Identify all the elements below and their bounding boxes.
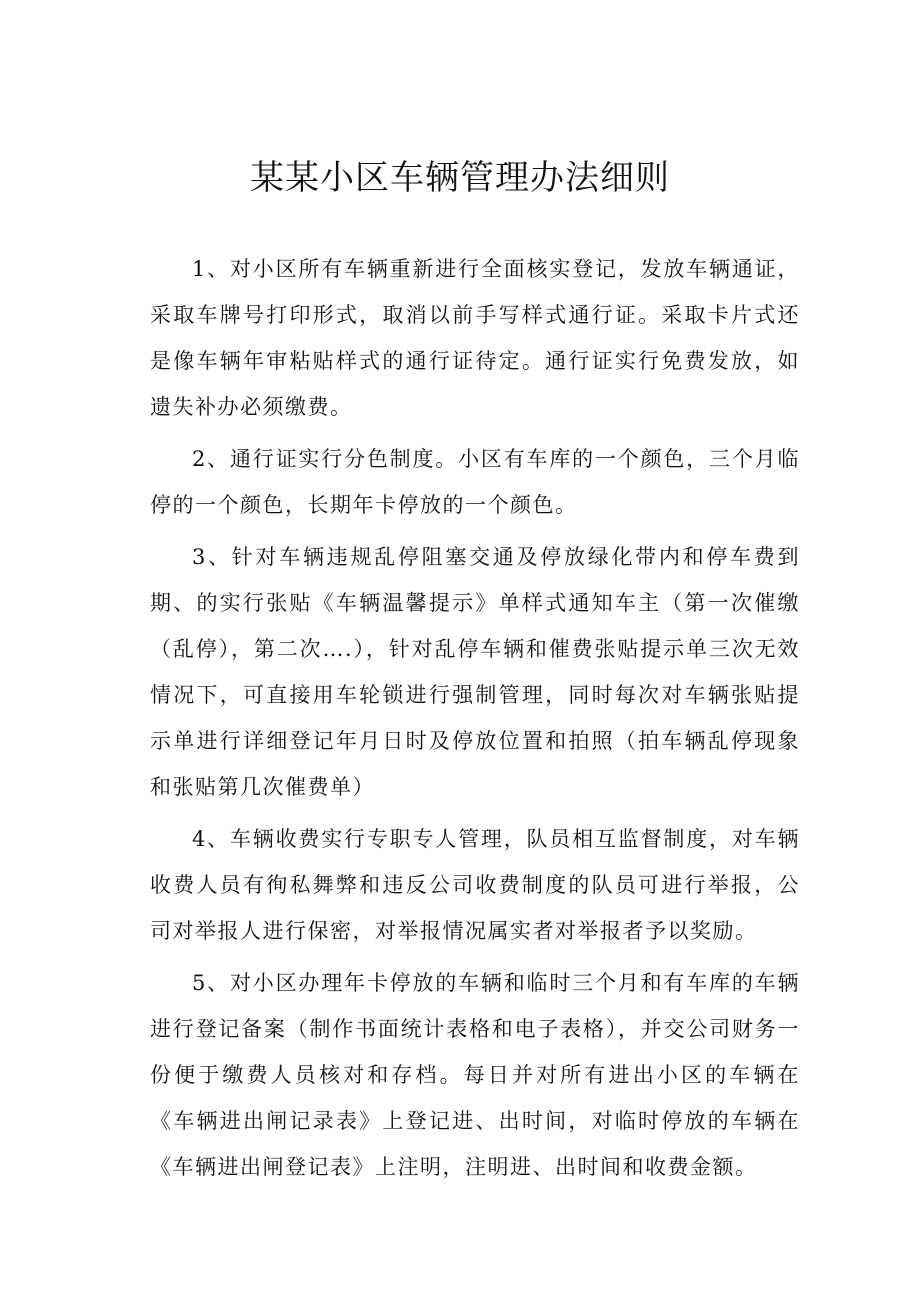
paragraph-1: 1、对小区所有车辆重新进行全面核实登记，发放车辆通证，采取车牌号打印形式，取消以前手写样式通行证。采取卡片式还是像车辆年审粘贴样式的通行证待定。通行证实行免费发放，如遗失补办必须缴费。 xyxy=(150,257,800,419)
paragraph-5: 5、对小区办理年卡停放的车辆和临时三个月和有车库的车辆进行登记备案（制作书面统计表格和电子表格），并交公司财务一份便于缴费人员核对和存档。每日并对所有进出小区的车辆在《车辆进出闸记录表》上登记进、出时间，对临时停放的车辆在《车辆进出闸登记表》上注明，注明进、出时间和收费金额。 xyxy=(150,971,800,1179)
paragraph-4: 4、车辆收费实行专职专人管理，队员相互监督制度，对车辆收费人员有徇私舞弊和违反公司收费制度的队员可进行举报，公司对举报人进行保密，对举报情况属实者对举报者予以奖励。 xyxy=(150,827,800,943)
document-body xyxy=(150,246,800,1196)
paragraph-3: 3、针对车辆违规乱停阻塞交通及停放绿化带内和停车费到期、的实行张贴《车辆温馨提示》单样式通知车主（第一次催缴（乱停），第二次….），针对乱停车辆和催费张贴提示单三次无效情况下，可直接用车轮锁进行强制管理，同时每次对车辆张贴提示单进行详细登记年月日时及停放位置和拍照（拍车辆乱停现象和张贴第几次催费单） xyxy=(150,545,800,799)
paragraph-2: 2、通行证实行分色制度。小区有车库的一个颜色，三个月临停的一个颜色，长期年卡停放的一个颜色。 xyxy=(150,447,800,517)
document-title: 某某小区车辆管理办法细则 xyxy=(250,158,670,198)
